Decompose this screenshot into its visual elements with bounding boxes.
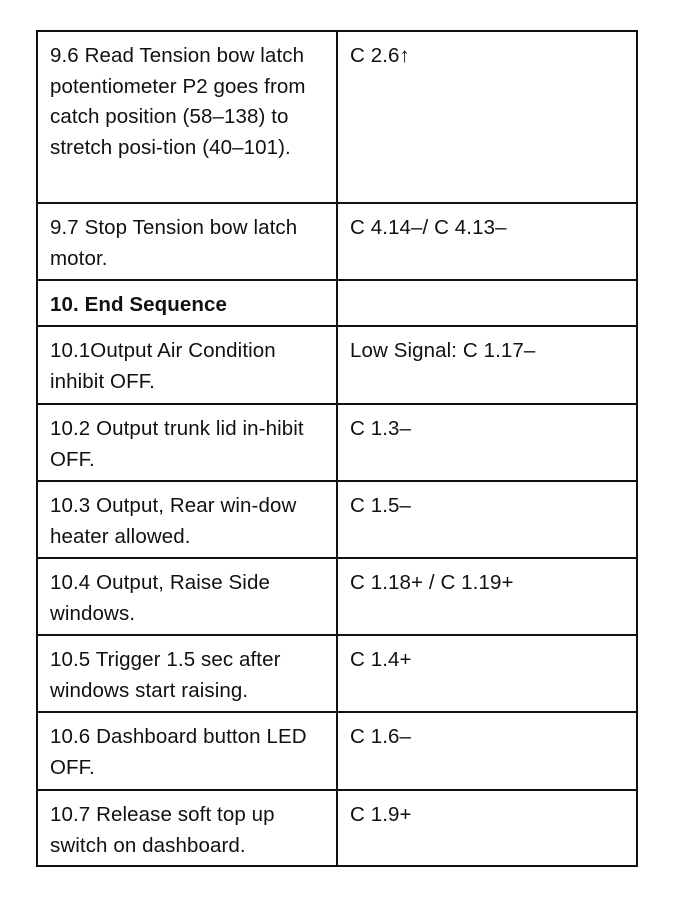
step-cell: 9.6 Read Tension bow latch potentiometer P2 goes from catch position (58–138) to stretch posi-tion (40–101). <box>37 31 337 203</box>
table-row <box>37 558 637 635</box>
signal-cell: C 2.6↑ <box>337 31 637 203</box>
signal-cell: Low Signal: C 1.17– <box>337 326 637 404</box>
step-cell: 10.1Output Air Condition inhibit OFF. <box>37 326 337 404</box>
table-row <box>37 712 637 790</box>
signal-cell: C 1.18+ / C 1.19+ <box>337 558 637 635</box>
table-row <box>37 203 637 280</box>
table-row <box>37 31 637 203</box>
signal-cell: C 1.6– <box>337 712 637 790</box>
table-row <box>37 481 637 558</box>
step-cell: 10.6 Dashboard button LED OFF. <box>37 712 337 790</box>
sequence-table <box>36 30 638 867</box>
section-title: 10. End Sequence <box>37 280 337 326</box>
signal-cell: C 4.14–/ C 4.13– <box>337 203 637 280</box>
step-cell: 10.4 Output, Raise Side windows. <box>37 558 337 635</box>
step-cell: 10.7 Release soft top up switch on dashboard. <box>37 790 337 866</box>
signal-cell: C 1.4+ <box>337 635 637 712</box>
table-row <box>37 790 637 866</box>
table-row <box>37 635 637 712</box>
step-cell: 10.2 Output trunk lid in-hibit OFF. <box>37 404 337 481</box>
section-header-row <box>37 280 637 326</box>
signal-cell: C 1.9+ <box>337 790 637 866</box>
step-cell: 10.5 Trigger 1.5 sec after windows start raising. <box>37 635 337 712</box>
signal-cell: C 1.5– <box>337 481 637 558</box>
step-cell: 9.7 Stop Tension bow latch motor. <box>37 203 337 280</box>
step-cell: 10.3 Output, Rear win-dow heater allowed. <box>37 481 337 558</box>
table-row <box>37 404 637 481</box>
signal-cell <box>337 280 637 326</box>
signal-cell: C 1.3– <box>337 404 637 481</box>
table-row <box>37 326 637 404</box>
